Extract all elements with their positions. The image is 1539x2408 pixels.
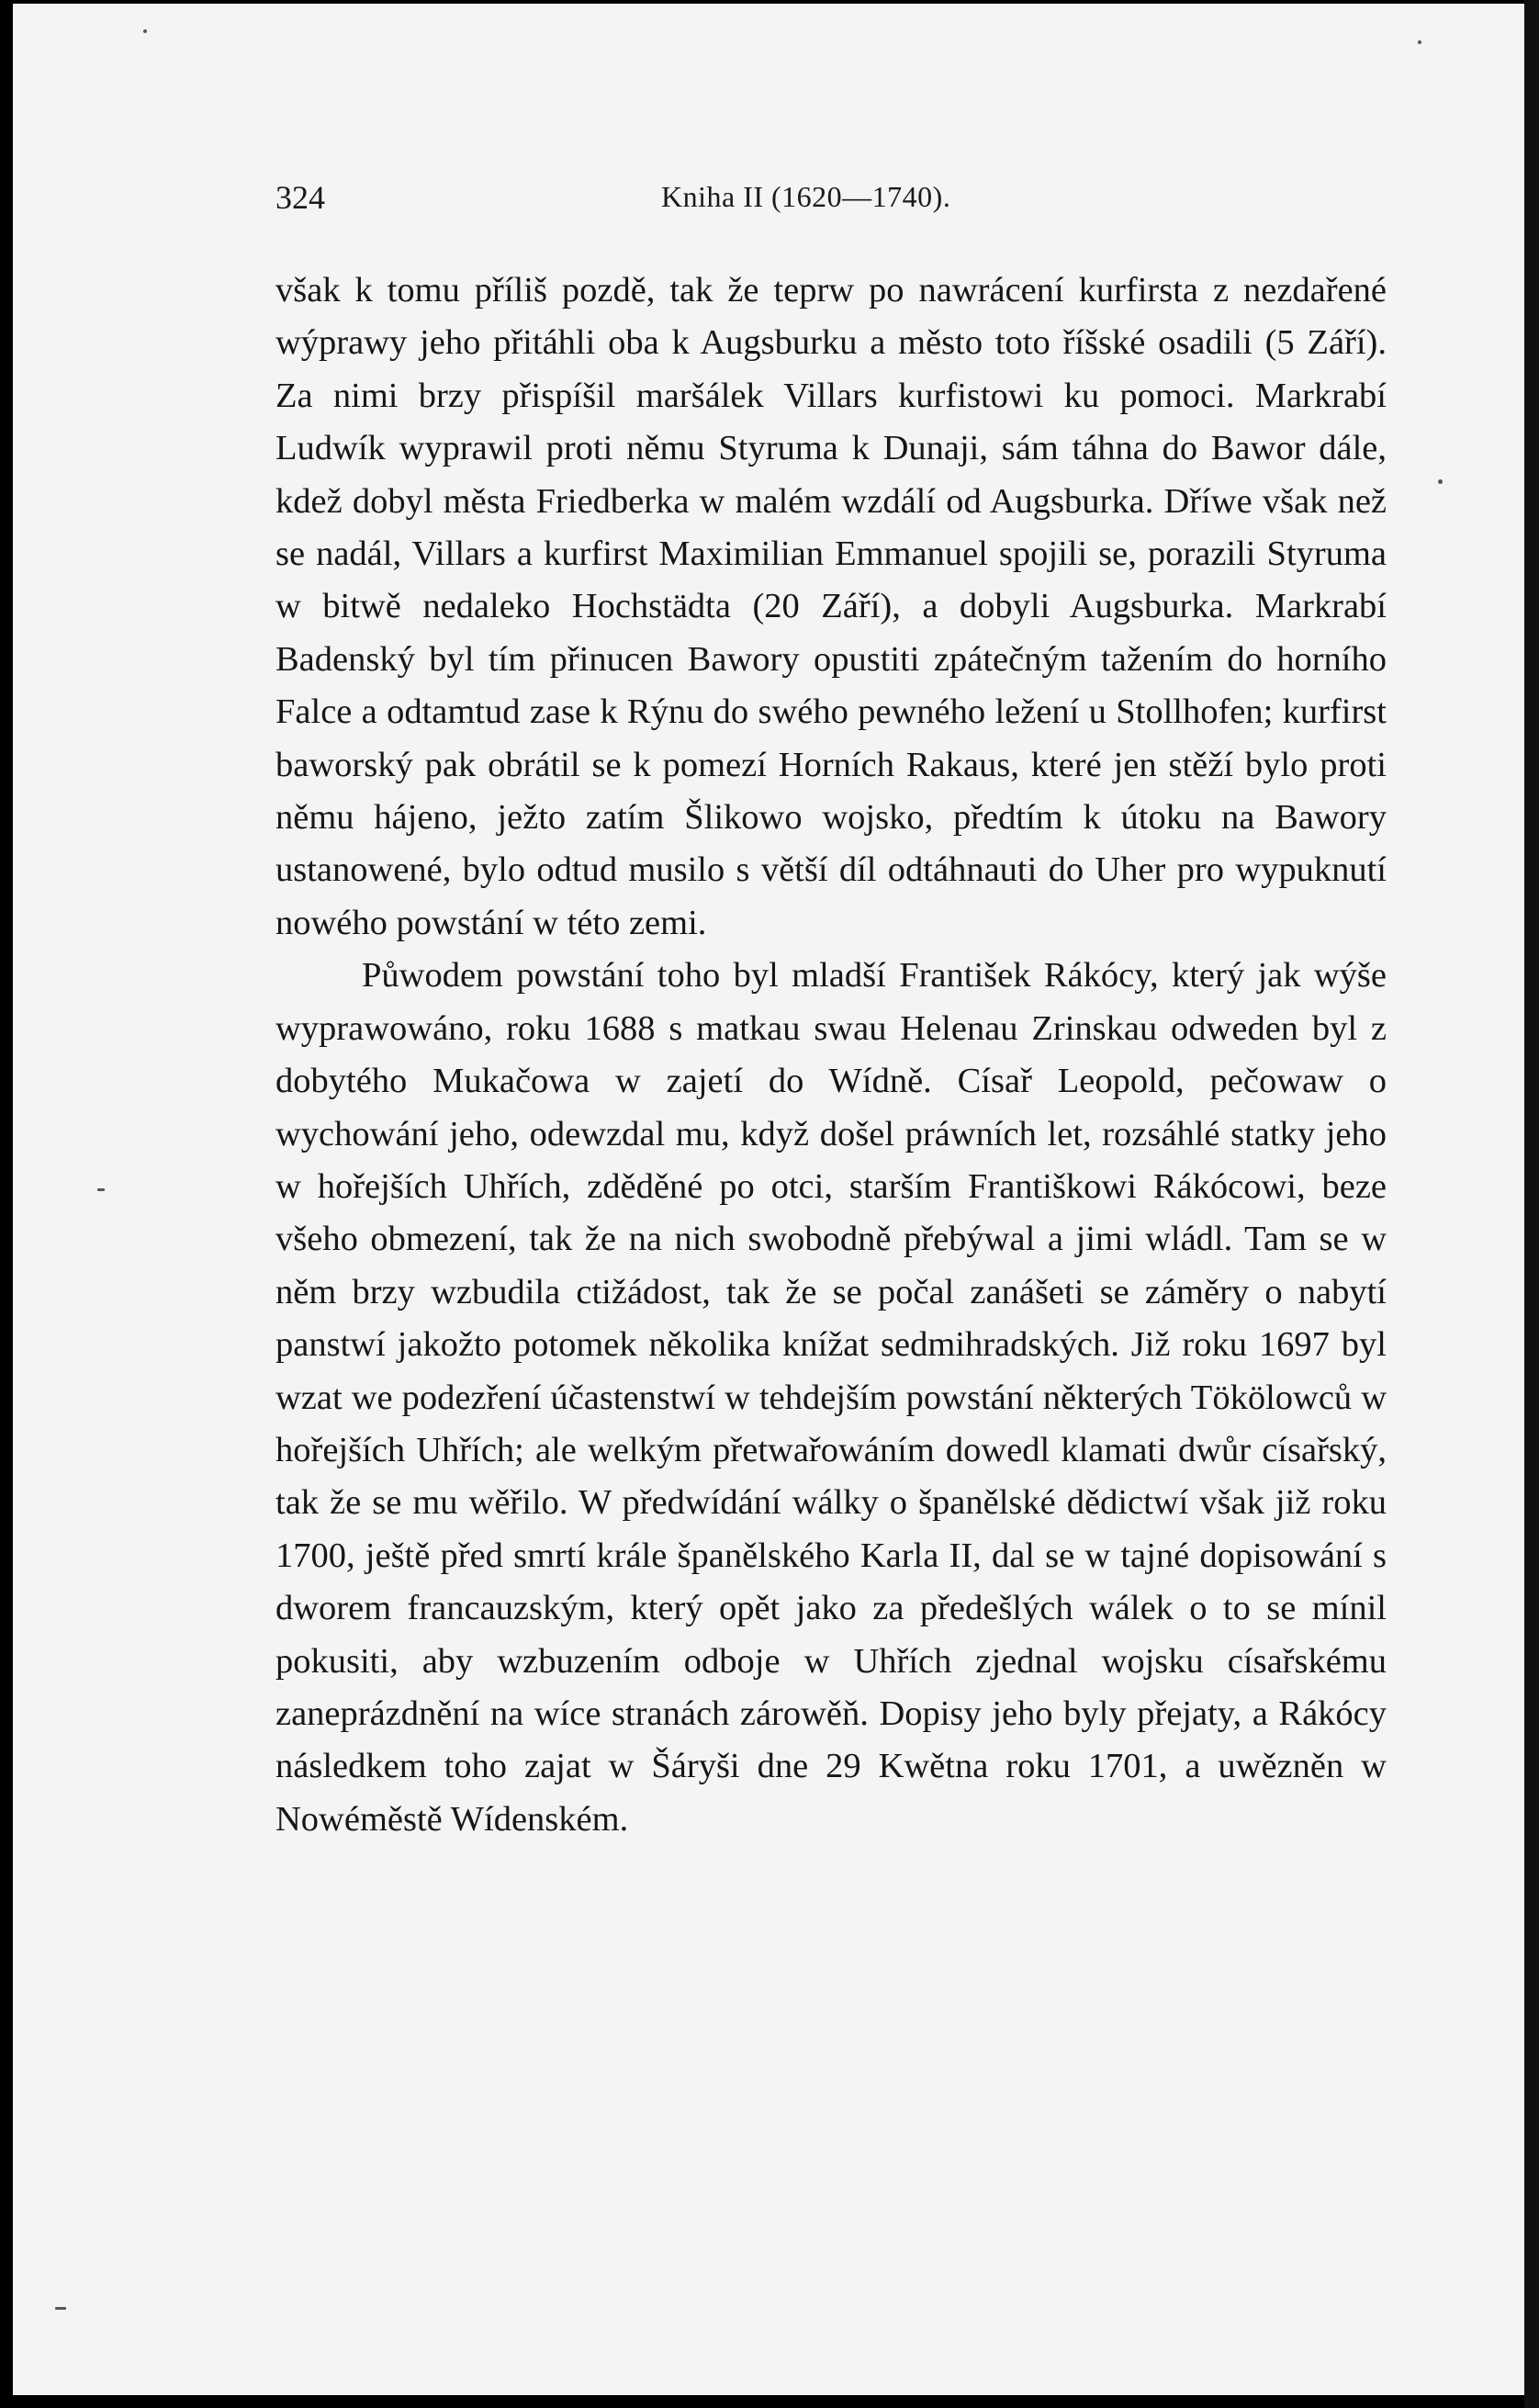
scan-speck bbox=[143, 29, 147, 33]
page-number: 324 bbox=[275, 179, 325, 216]
running-head-title: Kniha II (1620—1740). bbox=[661, 180, 951, 213]
scan-speck bbox=[97, 1188, 105, 1191]
book-page bbox=[13, 4, 1524, 2395]
body-text bbox=[275, 264, 1387, 1846]
scan-edge bbox=[1524, 0, 1539, 2408]
paragraph: Půwodem powstání toho byl mladší František Rákócy, který jak wýše wyprawowáno, roku 1688 s matkau swau Helenau Zrinskau odweden byl z dobytého Mukačowa w zajetí do Wídně. Císař Leopold, pečowaw o wychowání jeho, odewzdal mu, když došel práwních let, rozsáhlé statky jeho w hořejších Uhřích, zděděné po otci, starším Františkowi Rákócowi, beze všeho obmezení, tak že na nich swobodně přebýwal a jimi wládl. Tam se w něm brzy wzbudila ctižádost, tak že se počal zanášeti se záměry o nabytí panstwí jakožto potomek několika knížat sedmihradských. Již roku 1697 byl wzat we podezření účastenstwí w tehdejším powstání některých Tökölowců w hořejších Uhřích; ale welkým přetwařowáním dowedl klamati dwůr císařský, tak že se mu wěřilo. W předwídání wálky o španělské dědictwí však již roku 1700, ještě před smrtí krále španělského Karla II, dal se w tajné dopisowání s dworem francauzským, který opět jako za předešlých wálek o to se mínil pokusiti, aby wzbuzením odboje w Uhřích zjednal wojsku císařskému zaneprázdnění na wíce stranách zárowěň. Dopisy jeho byly přejaty, a Rákócy následkem toho zajat w Šáryši dne 29 Kwětna roku 1701, a uwězněn w Nowéměstě Wídenském. bbox=[275, 956, 1387, 1839]
scan-speck bbox=[55, 2307, 66, 2310]
scan-speck bbox=[1418, 40, 1421, 44]
scan-speck bbox=[1438, 479, 1443, 484]
paragraph: však k tomu příliš pozdě, tak že teprw po nawrácení kurfirsta z nezdařené wýprawy jeho přitáhli oba k Augsburku a město toto říšské osadili (5 Září). Za nimi brzy přispíšil maršálek Villars kurfistowi ku pomoci. Markrabí Ludwík wyprawil proti němu Styruma k Dunaji, sám táhna do Bawor dále, kdež dobyl města Friedberka w malém wzdálí od Augsburka. Dříwe však než se nadál, Villars a kurfirst Maximilian Emmanuel spojili se, porazili Styruma w bitwě nedaleko Hochstädta (20 Září), a dobyli Augsburka. Markrabí Badenský byl tím přinucen Bawory opustiti zpátečným tažením do horního Falce a odtamtud zase k Rýnu do swého pewného ležení u Stollhofen; kurfirst baworský pak obrátil se k pomezí Horních Rakaus, které jen stěží bylo proti němu hájeno, ježto zatím Šlikowo wojsko, předtím k útoku na Bawory ustanowené, bylo odtud musilo s větší díl odtáhnauti do Uher pro wypuknutí nowého powstání w této zemi. bbox=[275, 271, 1387, 942]
running-head bbox=[275, 178, 1388, 224]
